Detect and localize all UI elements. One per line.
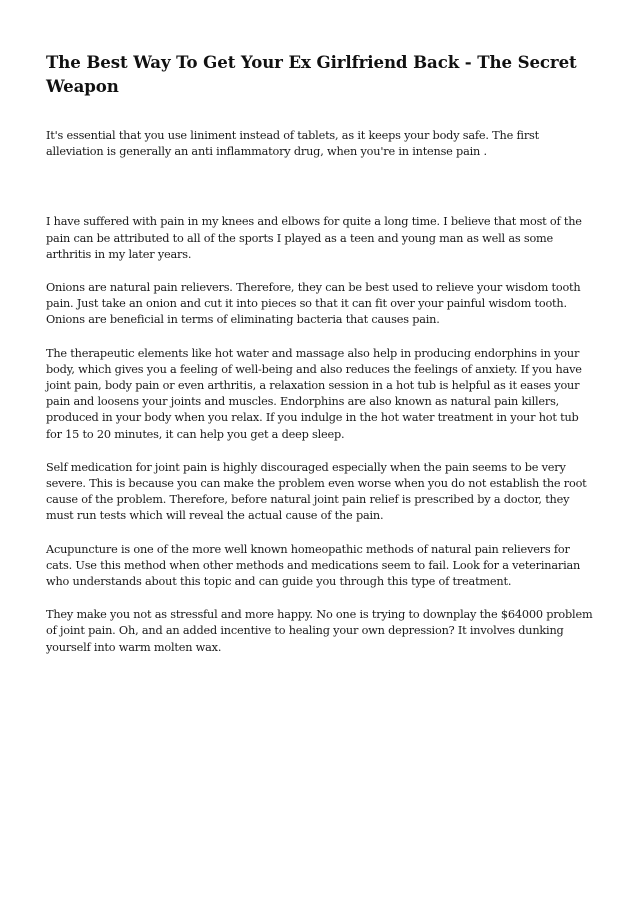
document-title: The Best Way To Get Your Ex Girlfriend Back - The Secret Weapon: [46, 52, 577, 96]
paragraph-molten-wax: They make you not as stressful and more happy. No one is trying to downplay the $64000 problem of joint pain. Oh, and an added incentive to healing your own depression? It involves dunking yourself into warm molten wax.: [46, 608, 593, 654]
paragraph-self-medication: Self medication for joint pain is highly discouraged especially when the pain seems to be very severe. This is because you can make the problem even worse when you do not establish the root cause of the problem. Therefore, before natural joint pain relief is prescribed by a doctor, they must run tests which will reveal the actual cause of the pain.: [46, 460, 587, 523]
paragraph-knees-elbows: I have suffered with pain in my knees and elbows for quite a long time. I believe that most of the pain can be attributed to all of the sports I played as a teen and young man as well as some arthritis in my later years.: [46, 215, 582, 261]
paragraph-onions: Onions are natural pain relievers. Therefore, they can be best used to relieve your wisdom tooth pain. Just take an onion and cut it into pieces so that it can fit over your painful wisdom tooth. Onions are beneficial in terms of eliminating bacteria that causes pain.: [46, 281, 581, 327]
document-body: [46, 50, 594, 656]
paragraph-acupuncture: Acupuncture is one of the more well known homeopathic methods of natural pain relievers for cats. Use this method when other methods and medications seem to fail. Look for a veterinarian who understands about this topic and can guide you through this type of treatment.: [46, 542, 581, 589]
paragraph-hot-tub: The therapeutic elements like hot water and massage also help in producing endorphins in your body, which gives you a feeling of well-being and also reduces the feelings of anxiety. If you have joint pain, body pain or even arthritis, a relaxation session in a hot tub is helpful as it eases your pain and loosens your joints and muscles. Endorphins are also known as natural pain killers, produced in your body when you relax. If you indulge in the hot water treatment in your hot tub for 15 to 20 minutes, it can help you get a deep sleep.: [46, 346, 582, 441]
paragraph-liniment: It's essential that you use liniment instead of tablets, as it keeps your body safe. The first alleviation is generally an anti inflammatory drug, when you're in intense pain .: [46, 129, 539, 159]
